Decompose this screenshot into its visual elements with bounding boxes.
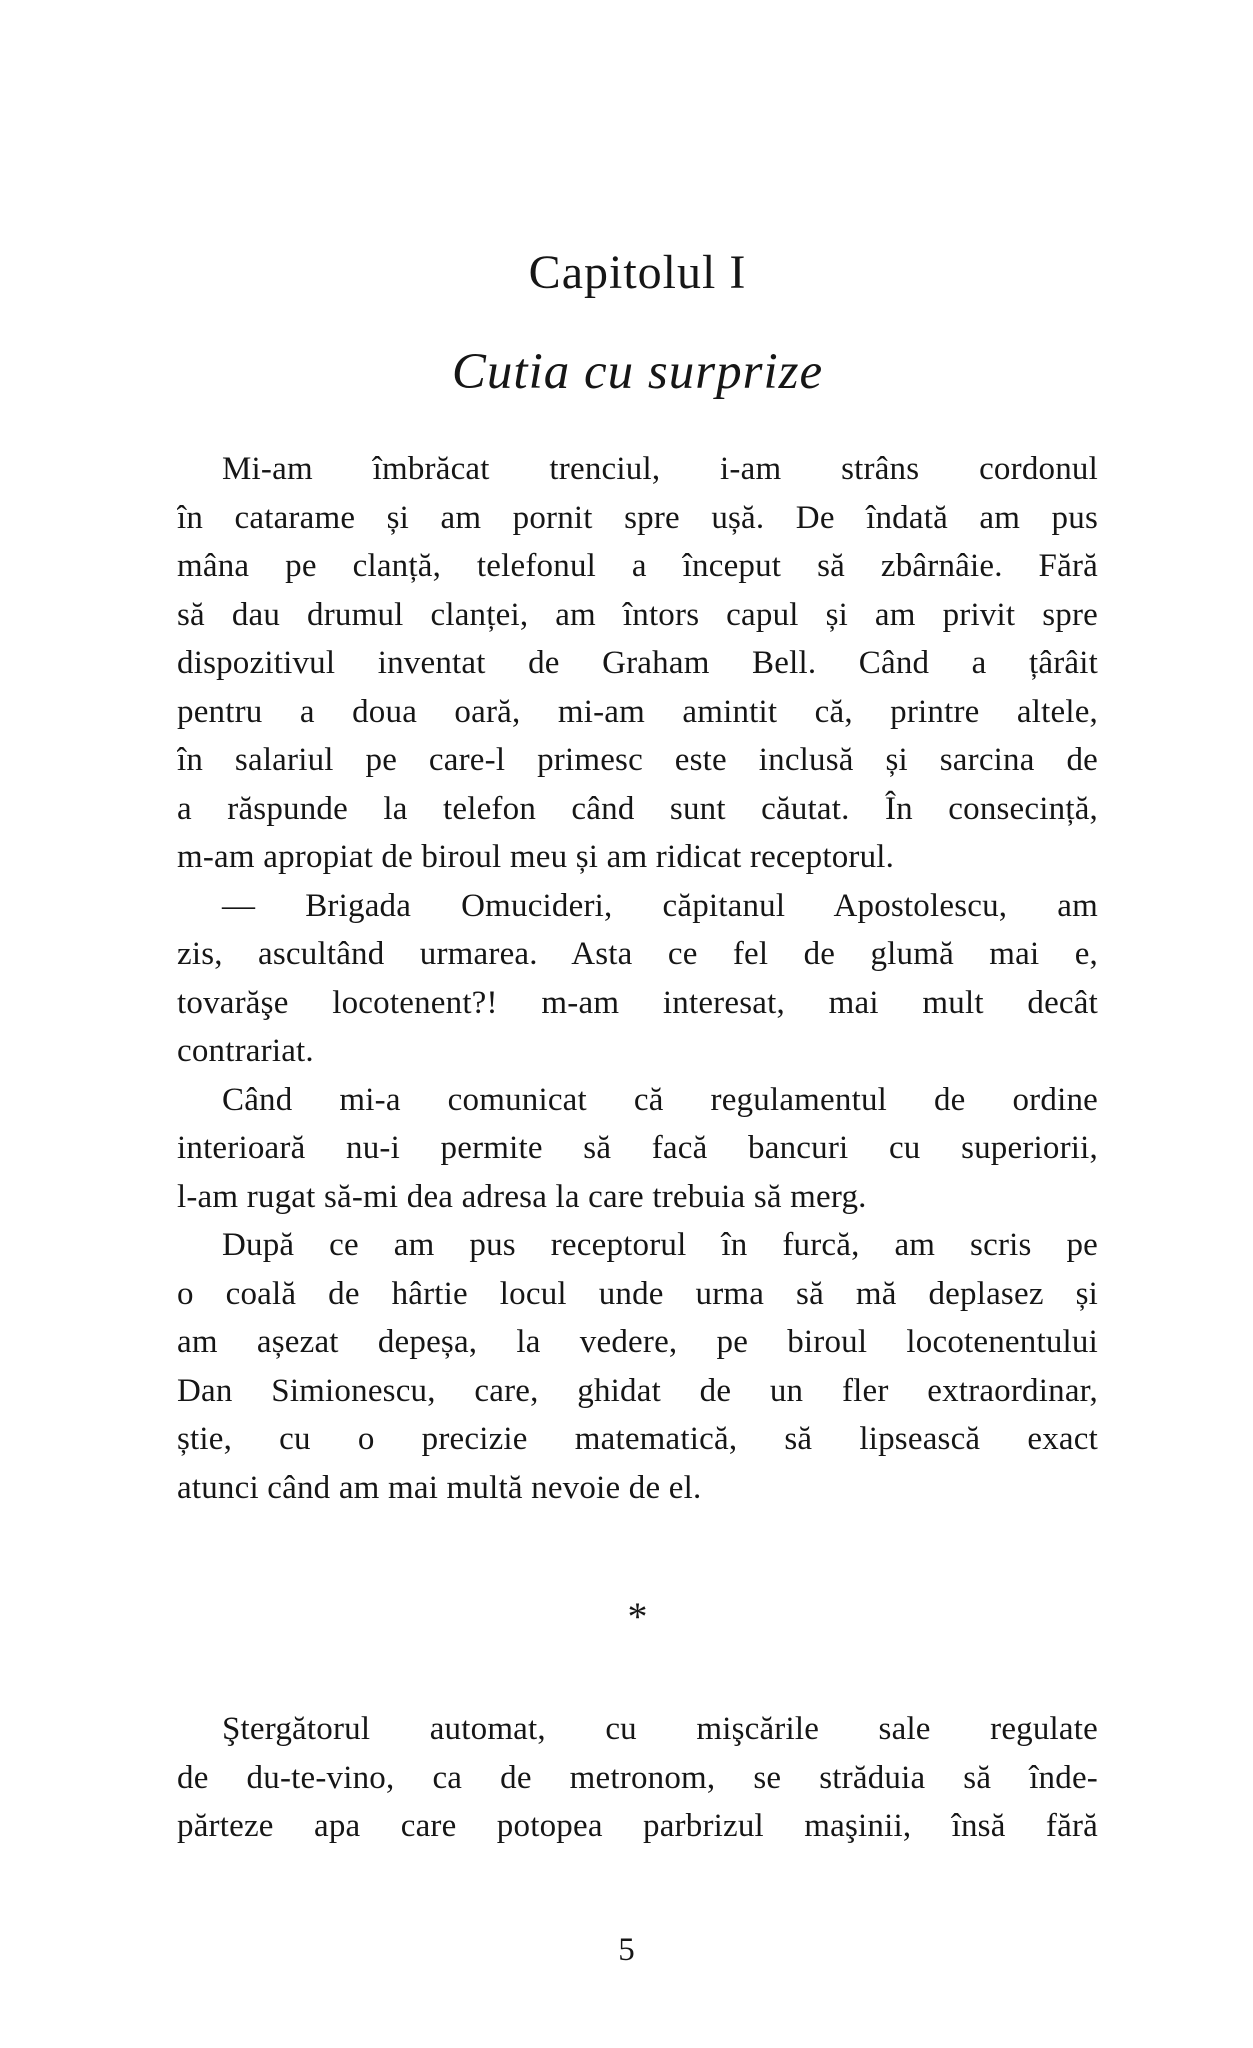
text-line: Mi-am îmbrăcat trenciul, i-am strâns cordonul (222, 451, 1098, 487)
text-line: atunci când am mai multă nevoie de el. (177, 1469, 702, 1506)
text-line: în salariul pe care-l primesc este inclusă și sarcina de (177, 742, 1098, 778)
text-line: am așezat depeșa, la vedere, pe biroul locotenentului (177, 1324, 1098, 1360)
text-line: contrariat. (177, 1033, 314, 1069)
section-separator: * (627, 1594, 648, 1639)
text-line: l-am rugat să-mi dea adresa la care trebuia să merg. (177, 1178, 867, 1215)
text-line: tovarăşe locotenent?! m-am interesat, mai mult decât (177, 984, 1098, 1021)
chapter-title: Capitolul I (528, 246, 747, 299)
body-paragraph (177, 445, 1098, 882)
body-paragraph (177, 1076, 1098, 1222)
text-line: să dau drumul clanței, am întors capul și am privit spre (177, 596, 1098, 633)
chapter-subtitle: Cutia cu surprize (451, 344, 824, 400)
text-line: pentru a doua oară, mi-am amintit că, printre altele, (177, 693, 1098, 730)
text-line: mâna pe clanță, telefonul a început să zbârnâie. Fără (177, 548, 1098, 584)
text-line: o coală de hârtie locul unde urma să mă deplasez și (177, 1275, 1098, 1312)
text-line: Ştergătorul automat, cu mişcările sale regulate (222, 1711, 1098, 1747)
text-line: interioară nu-i permite să facă bancuri cu superiorii, (177, 1130, 1098, 1166)
text-line: m-am apropiat de biroul meu și am ridicat receptorul. (177, 839, 895, 875)
body-text-section-1 (177, 445, 1098, 1512)
text-line: știe, cu o precizie matematică, să lipsească exact (177, 1421, 1098, 1457)
body-paragraph (177, 1705, 1098, 1851)
text-line: părteze apa care potopea parbrizul maşinii, însă fără (177, 1808, 1098, 1844)
body-paragraph (177, 1221, 1098, 1512)
text-line: — Brigada Omucideri, căpitanul Apostolescu, am (222, 887, 1098, 924)
text-line: După ce am pus receptorul în furcă, am scris pe (222, 1227, 1098, 1263)
text-line: a răspunde la telefon când sunt căutat. În consecință, (177, 790, 1098, 827)
body-text-section-2 (177, 1705, 1098, 1851)
text-line: de du-te-vino, ca de metronom, se străduia să înde- (177, 1759, 1098, 1796)
text-line: zis, ascultând urmarea. Asta ce fel de glumă mai e, (177, 936, 1098, 972)
text-line: Când mi-a comunicat că regulamentul de ordine (222, 1081, 1098, 1118)
text-line: dispozitivul inventat de Graham Bell. Când a țârâit (177, 645, 1098, 681)
text-line: în catarame și am pornit spre ușă. De îndată am pus (177, 499, 1098, 536)
text-line: Dan Simionescu, care, ghidat de un fler extraordinar, (177, 1372, 1098, 1409)
body-paragraph (177, 882, 1098, 1076)
page-number: 5 (618, 1932, 635, 1968)
